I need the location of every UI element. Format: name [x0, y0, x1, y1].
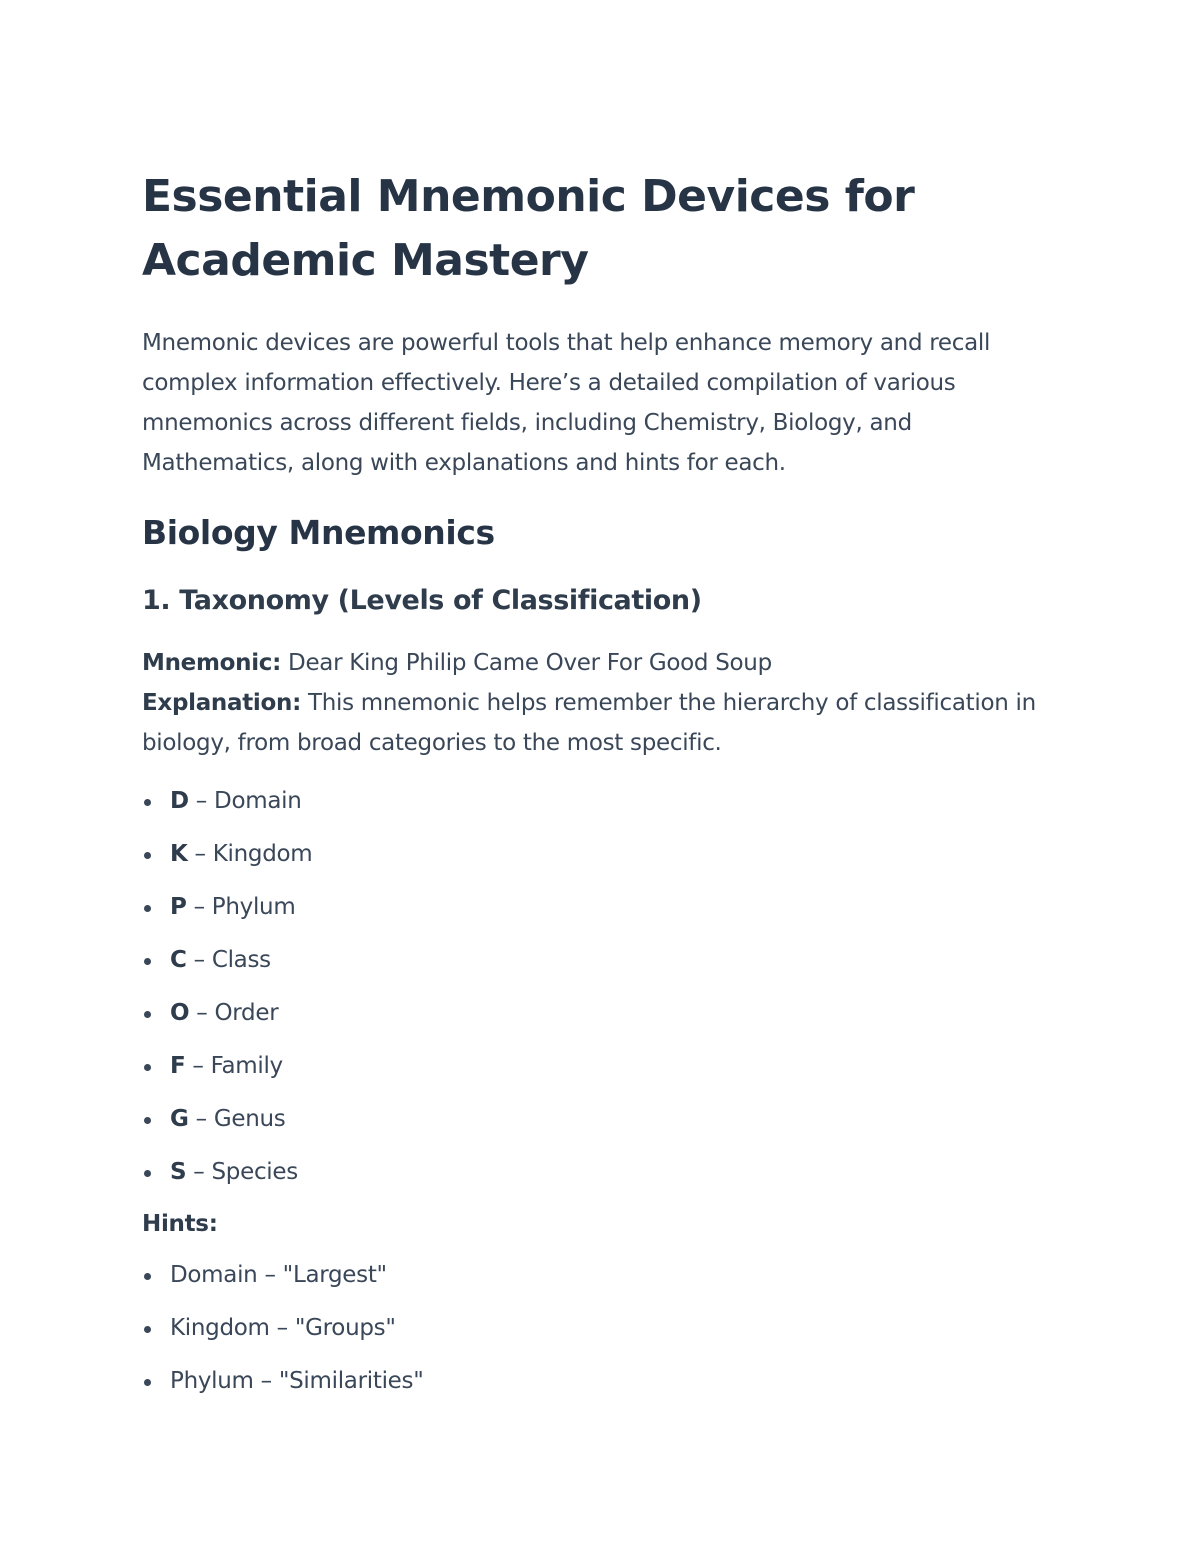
mnemonic-text: Dear King Philip Came Over For Good Soup	[288, 650, 772, 676]
level-letter: S	[170, 1159, 187, 1185]
explanation-label: Explanation:	[142, 690, 301, 716]
list-item	[142, 987, 1042, 1040]
level-letter: G	[170, 1106, 189, 1132]
mnemonic-label: Mnemonic:	[142, 650, 282, 676]
level-letter: K	[170, 841, 188, 867]
list-item	[142, 881, 1042, 934]
level-separator: –	[186, 947, 212, 973]
section-title-biology: Biology Mnemonics	[142, 513, 495, 552]
document-page	[142, 165, 1042, 1408]
hints-label: Hints:	[142, 1211, 218, 1237]
subsection-title-text: Taxonomy (Levels of Classification)	[179, 585, 702, 616]
level-separator: –	[188, 788, 215, 814]
level-letter: P	[170, 894, 187, 920]
level-name: Kingdom	[212, 841, 313, 867]
subsection-number: 1.	[142, 585, 171, 616]
document-title: Essential Mnemonic Devices for Academic Mastery	[142, 171, 915, 286]
intro-paragraph: Mnemonic devices are powerful tools that help enhance memory and recall complex information effectively. Here’s a detailed compilation of various mnemonics across different fields, including Chemistry, Biology, and Mathematics, along with explanations and hints for each.	[142, 330, 991, 476]
explanation-line	[142, 683, 1042, 763]
level-separator: –	[185, 1053, 211, 1079]
list-item: Kingdom – "Groups"	[142, 1302, 1042, 1355]
list-item	[142, 1146, 1042, 1199]
taxonomy-levels-list	[142, 775, 1042, 1199]
level-letter: D	[170, 788, 189, 814]
level-separator: –	[188, 1106, 214, 1132]
level-name: Family	[210, 1053, 283, 1079]
level-name: Species	[211, 1159, 298, 1185]
level-name: Order	[214, 1000, 279, 1026]
list-item	[142, 775, 1042, 828]
list-item	[142, 828, 1042, 881]
level-letter: C	[170, 947, 187, 973]
mnemonic-line	[142, 643, 1042, 683]
level-name: Class	[211, 947, 271, 973]
level-separator: –	[186, 894, 212, 920]
level-name: Phylum	[211, 894, 296, 920]
list-item: Domain – "Largest"	[142, 1249, 1042, 1302]
subsection-title-taxonomy	[142, 581, 1042, 621]
list-item	[142, 1040, 1042, 1093]
level-name: Domain	[214, 788, 302, 814]
level-separator: –	[187, 841, 213, 867]
list-item	[142, 1093, 1042, 1146]
level-letter: O	[170, 1000, 190, 1026]
level-letter: F	[170, 1053, 186, 1079]
level-name: Genus	[213, 1106, 286, 1132]
explanation-text: This mnemonic helps remember the hierarchy of classification in biology, from broad categories to the most specific.	[142, 690, 1036, 756]
hints-list	[142, 1249, 1042, 1408]
list-item: Phylum – "Similarities"	[142, 1355, 1042, 1408]
list-item	[142, 934, 1042, 987]
mnemonic-block	[142, 643, 1042, 763]
level-separator: –	[189, 1000, 215, 1026]
level-separator: –	[186, 1159, 212, 1185]
